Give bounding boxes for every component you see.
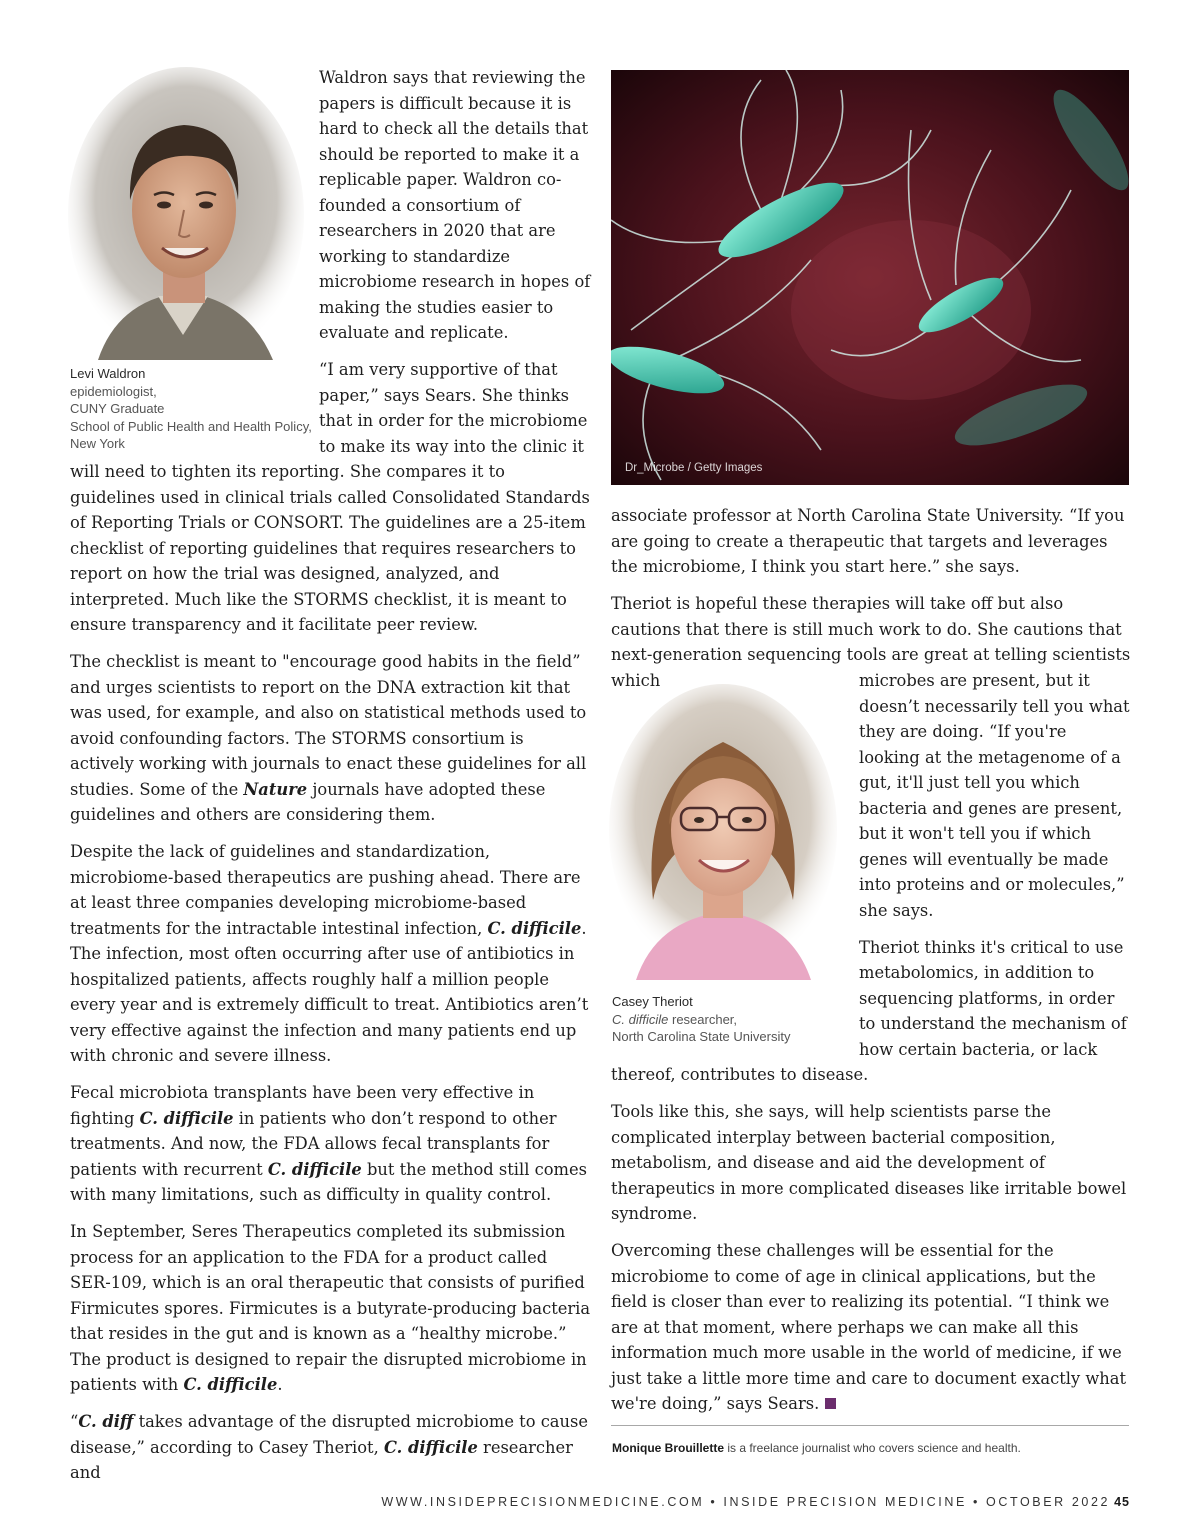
waldron-caption-location: New York: [70, 436, 125, 451]
therapeutics-paragraph: Despite the lack of guidelines and standardization, microbiome-based therapeutics are pushing ahead. There are at least three companies developing microbiome-based treatments for the intractable intestinal infection, C. difficile. The infection, most often occurring after use of antibiotics in hospitalized patients, affects roughly half a million people every year and is extremely difficult to treat. Antibiotics aren’t very effective against the infection and many patients end up with chronic and severe illness.: [70, 842, 589, 1065]
cdiff-quote-paragraph: “C. diff takes advantage of the disrupted microbiome to cause disease,” according to Casey Theriot, C. difficile researcher and: [70, 1412, 588, 1482]
cdifficile-term: C. difficile: [183, 1375, 278, 1394]
right-column-wrap-text: [859, 668, 1131, 1062]
theriot-portrait: [601, 680, 847, 985]
bio-divider: [611, 1425, 1129, 1426]
page-footer: [381, 1495, 1130, 1509]
theriot-hopeful-paragraph-end: microbes are present, but it doesn’t necessarily tell you what they are doing. “If you're looking at the metagenome of a gut, it'll just tell you which bacteria and genes are present, but it won't tell you if which genes will eventually be made into proteins and or molecules,” she says.: [859, 671, 1130, 920]
cdiff-term: C. diff: [78, 1412, 134, 1431]
waldron-caption-institution: CUNY Graduate: [70, 401, 165, 416]
checklist-paragraph: The checklist is meant to "encourage good habits in the field” and urges scientists to report on the DNA extraction kit that was used, for example, and also on statistical methods used to avoid confounding factors. The STORMS consortium is actively working with journals to enact these guidelines for all studies. Some of the Nature journals have adopted these guidelines and others are considering them.: [70, 652, 587, 824]
author-bio-text: is a freelance journalist who covers science and health.: [727, 1441, 1021, 1455]
cdifficile-term: C. difficile: [383, 1437, 478, 1457]
footer-publication: WWW.INSIDEPRECISIONMEDICINE.COM • INSIDE PRECISION MEDICINE • OCTOBER 2022: [381, 1495, 1111, 1509]
theriot-critical-paragraph-start: Theriot thinks it's critical to use metabolomics, in addition to sequencing platforms, in order to understand the mechanism of how certain bacteria, or lack: [859, 937, 1127, 1059]
cdifficile-term: C. difficile: [139, 1108, 234, 1128]
bacteria-photo: [611, 70, 1129, 485]
waldron-portrait: [58, 60, 308, 365]
tools-paragraph: Tools like this, she says, will help scientists parse the complicated interplay between bacterial composition, metabolism, and disease and aid the development of therapeutics in more complicated diseases like irritable bowel syndrome.: [611, 1102, 1127, 1223]
waldron-caption: [70, 365, 312, 453]
right-column-bottom-text: [611, 1062, 1133, 1428]
nature-journal-name: Nature: [243, 779, 308, 799]
waldron-review-paragraph: Waldron says that reviewing the papers is difficult because it is hard to check all the details that should be reported to make it a replicable paper. Waldron co-founded a consortium of researchers in 2020 that are working to standardize microbiome research in hopes of making the studies easier to evaluate and replicate.: [319, 68, 591, 342]
left-column-main-text: [70, 459, 592, 1497]
sears-quote-paragraph-end: will need to tighten its reporting. She compares it to guidelines used in clinical trials called Consolidated Standards of Reporting Trials or CONSORT. The guidelines are a 25-item checklist of reporting guidelines that requires researchers to report on how the trial was designed, analyzed, and interpreted. Much like the STORMS checklist, it is meant to ensure transparency and it facilitate peer review.: [70, 462, 590, 634]
waldron-caption-school: School of Public Health and Health Policy,: [70, 418, 312, 434]
author-bio: [612, 1441, 1021, 1455]
theriot-caption: [612, 993, 790, 1046]
theriot-caption-affiliation: North Carolina State University: [612, 1029, 791, 1044]
cdifficile-term: C. difficile: [267, 1159, 362, 1179]
theriot-hopeful-paragraph-start: Theriot is hopeful these therapies will take off but also cautions that there is still much work to do. She cautions that next-generation sequencing tools are great at telling scientists which: [611, 594, 1131, 690]
fecal-transplant-paragraph: Fecal microbiota transplants have been very effective in fighting C. difficile in patients who don’t respond to other treatments. And now, the FDA allows fecal transplants for patients with recurrent C. difficile but the method still comes with many limitations, such as difficulty in quality control.: [70, 1083, 587, 1204]
final-paragraph: Overcoming these challenges will be essential for the microbiome to come of age in clinical applications, but the field is closer than ever to realizing its potential. “I think we are at that moment, where perhaps we can make all this information much more usable in the world of medicine, if we just take a little more time and care to document exactly what we're doing,” says Sears.: [611, 1241, 1127, 1413]
waldron-caption-name: Levi Waldron: [70, 366, 146, 381]
left-column-wrap-text: [319, 65, 591, 459]
sears-quote-paragraph-start: “I am very supportive of that paper,” says Sears. She thinks that in order for the microbiome to make its way into the clinic it: [319, 360, 588, 456]
photo-credit: Dr_Microbe / Getty Images: [625, 462, 763, 474]
author-name: Monique Brouillette: [612, 1441, 724, 1455]
theriot-caption-term: C. difficile: [612, 1011, 669, 1027]
page-number: 45: [1114, 1495, 1130, 1509]
theriot-caption-role: C. difficile researcher,: [612, 1011, 738, 1027]
theriot-critical-paragraph-end: thereof, contributes to disease.: [611, 1065, 869, 1084]
theriot-associate-paragraph: associate professor at North Carolina State University. “If you are going to create a therapeutic that targets and leverages the microbiome, I think you start here.” she says.: [611, 506, 1125, 576]
seres-paragraph: In September, Seres Therapeutics completed its submission process for an application to the FDA for a product called SER-109, which is an oral therapeutic that consists of purified Firmicutes spores. Firmicutes is a butyrate-producing bacteria that resides in the gut and is known as a “healthy microbe.” The product is designed to repair the disrupted microbiome in patients with C. difficile.: [70, 1222, 591, 1394]
square-end-mark-icon: [825, 1398, 836, 1409]
cdifficile-term: C. difficile: [487, 918, 582, 938]
theriot-caption-name: Casey Theriot: [612, 994, 693, 1009]
right-column-top-text: [611, 503, 1133, 693]
waldron-caption-title: epidemiologist,: [70, 383, 157, 399]
